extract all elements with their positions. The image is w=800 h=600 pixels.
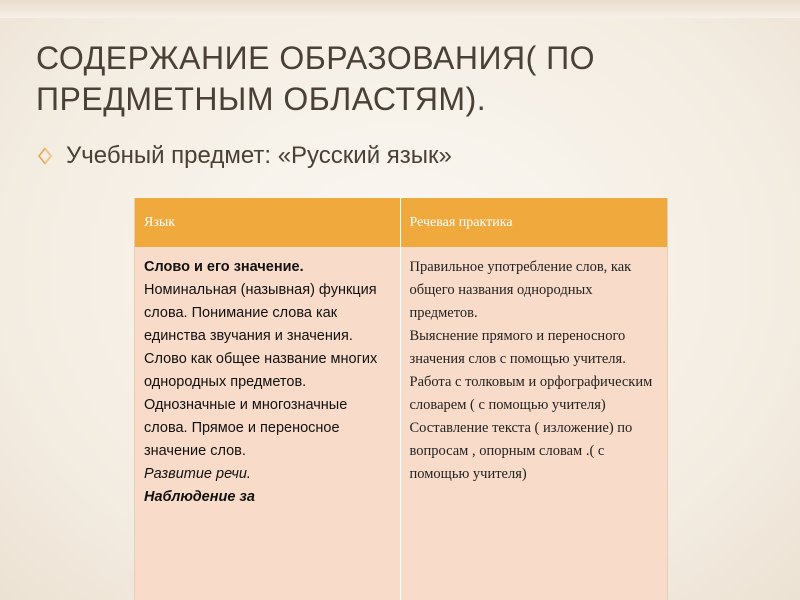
language-cell	[135, 247, 400, 600]
column-header-speech-practice: Речевая практика	[400, 198, 667, 247]
language-cell-body: Номинальная (назывная) функция слова. Понимание слова как единства звучания и значения. Слово как общее название многих однородных предметов. Однозначные и многозначные слова. Прямое и переносное значение слов.	[144, 282, 378, 459]
outline-diamond-bullet-icon	[36, 147, 54, 165]
practice-item: Правильное употребление слов, как общего названия однородных предметов.	[409, 259, 632, 321]
observation-label: Наблюдение за	[144, 489, 255, 505]
bullet-text: Учебный предмет: «Русский язык»	[66, 142, 452, 169]
practice-item: Составление текста ( изложение) по вопросам , опорным словам .( с помощью учителя)	[409, 420, 633, 482]
column-header-language: Язык	[135, 198, 400, 247]
slide-title: СОДЕРЖАНИЕ ОБРАЗОВАНИЯ( ПО ПРЕДМЕТНЫМ ОБЛАСТЯМ).	[36, 40, 596, 117]
table-header-row	[135, 198, 667, 247]
language-cell-heading: Слово и его значение.	[144, 259, 304, 275]
speech-development-label: Развитие речи.	[144, 466, 251, 482]
top-decor-band	[0, 0, 800, 18]
practice-item: Работа с толковым и орфографическим словарем ( с помощью учителя)	[409, 374, 653, 413]
practice-item: Выяснение прямого и переносного значения слов с помощью учителя.	[409, 328, 626, 367]
table-row	[135, 247, 667, 600]
bullet-item	[36, 142, 452, 170]
speech-practice-cell	[400, 247, 667, 600]
content-table	[134, 198, 668, 600]
